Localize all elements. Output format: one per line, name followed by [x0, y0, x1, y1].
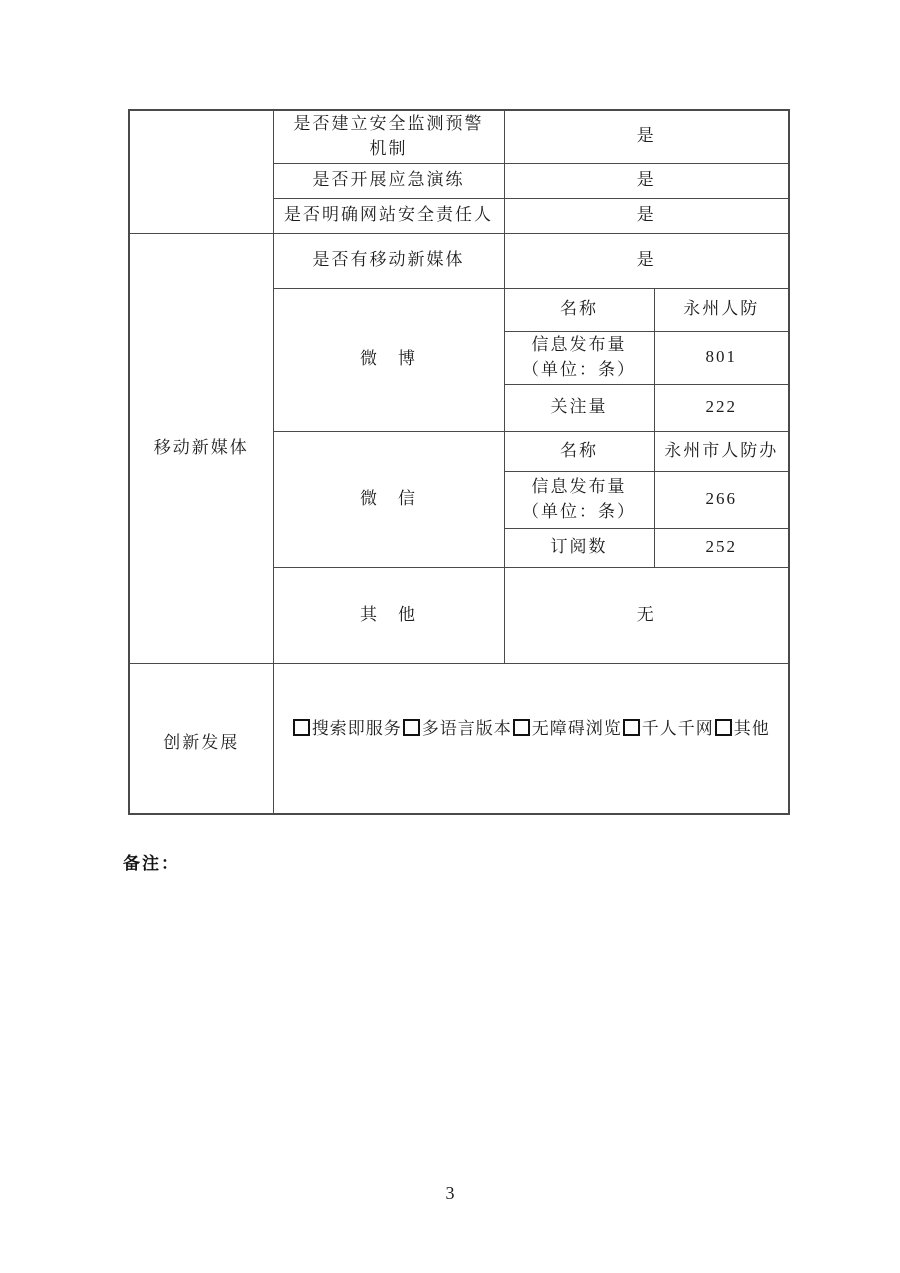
- section-cell-innovation: [129, 663, 273, 814]
- answer-cell: 是: [504, 163, 789, 198]
- question-cell: 是否有移动新媒体: [273, 233, 504, 288]
- other-value-cell: 无: [504, 567, 789, 663]
- checkbox-option: [512, 717, 622, 742]
- question-cell: 是否明确网站安全责任人: [273, 198, 504, 233]
- checkbox-label: 其他: [733, 718, 770, 738]
- checkbox-option: [714, 717, 770, 742]
- question-cell: 是否开展应急演练: [273, 163, 504, 198]
- checkbox-icon: [403, 719, 420, 736]
- checkbox-option: [292, 717, 402, 742]
- checkbox-icon: [715, 719, 732, 736]
- field-value-cell: 252: [654, 528, 789, 567]
- checkbox-label: 千人千网: [641, 718, 714, 738]
- notes-label: 备注：: [123, 854, 180, 873]
- section-cell-mobile-media: 移动新媒体: [129, 233, 273, 663]
- field-label-cell: 名称: [504, 431, 654, 471]
- table-row: [129, 110, 789, 163]
- checkbox-icon: [623, 719, 640, 736]
- checkbox-icon: [293, 719, 310, 736]
- field-label-line1: 信息发布量: [531, 476, 627, 496]
- question-cell: [273, 110, 504, 163]
- checkbox-option: [402, 717, 512, 742]
- other-label-cell: 其 他: [273, 567, 504, 663]
- field-label-cell: 关注量: [504, 384, 654, 431]
- field-label-cell: [504, 471, 654, 528]
- field-value-cell: 222: [654, 384, 789, 431]
- wechat-label-cell: 微 信: [273, 431, 504, 567]
- field-label-line2: （单位：条）: [522, 501, 636, 521]
- field-label-cell: [504, 331, 654, 384]
- field-label-line2: （单位：条）: [522, 359, 636, 379]
- field-value-cell: 266: [654, 471, 789, 528]
- field-value-cell: 永州人防: [654, 288, 789, 331]
- annual-report-table: [128, 109, 790, 815]
- checkbox-label: 多语言版本: [421, 718, 512, 738]
- field-label-line1: 信息发布量: [531, 334, 627, 354]
- answer-cell: 是: [504, 198, 789, 233]
- section-label: 创新发展: [163, 732, 240, 752]
- answer-cell: 是: [504, 233, 789, 288]
- field-value-cell: 永州市人防办: [654, 431, 789, 471]
- table-row: [129, 663, 789, 814]
- checkbox-icon: [513, 719, 530, 736]
- innovation-options-line: [278, 717, 785, 742]
- field-label-cell: 名称: [504, 288, 654, 331]
- checkbox-label: 搜索即服务: [311, 718, 402, 738]
- checkbox-label: 无障碍浏览: [531, 718, 622, 738]
- checkbox-option: [622, 717, 714, 742]
- field-label-cell: 订阅数: [504, 528, 654, 567]
- table-row: [129, 233, 789, 288]
- section-cell-continued: [129, 110, 273, 233]
- page-number: 3: [445, 1183, 455, 1203]
- answer-cell: 是: [504, 110, 789, 163]
- question-text: 是否建立安全监测预警机制: [293, 114, 484, 158]
- weibo-label-cell: 微 博: [273, 288, 504, 431]
- innovation-options-cell: [273, 663, 789, 814]
- field-value-cell: 801: [654, 331, 789, 384]
